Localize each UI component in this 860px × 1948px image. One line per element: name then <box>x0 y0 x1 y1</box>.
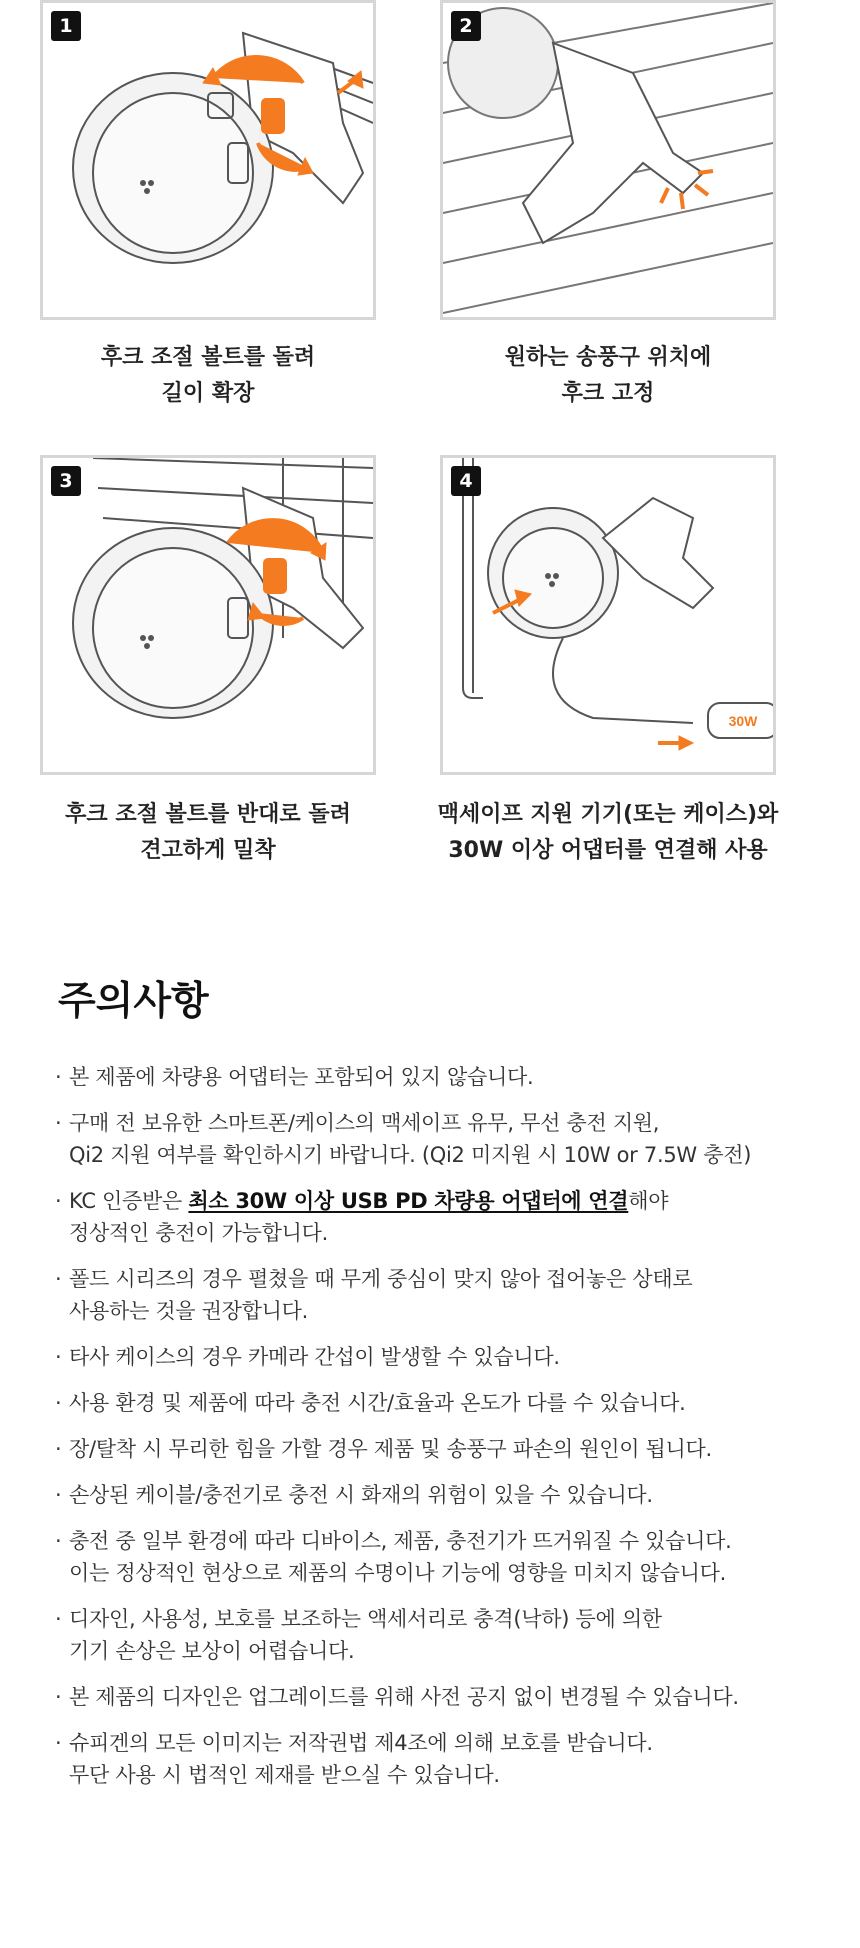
caution-line: · 폴드 시리즈의 경우 펼쳤을 때 무게 중심이 맞지 않아 접어놓은 상태로 <box>69 1267 693 1291</box>
caution-item <box>55 1479 815 1511</box>
caution-item <box>55 1387 815 1419</box>
caption-line: 길이 확장 <box>161 381 255 406</box>
step-1-illustration <box>43 3 373 317</box>
step-number-badge: 4 <box>451 466 481 496</box>
caution-item <box>55 1525 815 1589</box>
caution-item <box>55 1341 815 1373</box>
caution-line: · 장/탈착 시 무리한 힘을 가할 경우 제품 및 송풍구 파손의 원인이 됩니다. <box>69 1437 712 1461</box>
caution-line: · 충전 중 일부 환경에 따라 디바이스, 제품, 충전기가 뜨거워질 수 있습니다. <box>69 1529 732 1553</box>
caption-line: 맥세이프 지원 기기(또는 케이스)와 <box>437 802 779 827</box>
caution-item <box>55 1061 815 1093</box>
caution-line: · 본 제품의 디자인은 업그레이드를 위해 사전 공지 없이 변경될 수 있습니다. <box>69 1685 739 1709</box>
step-number-badge: 2 <box>451 11 481 41</box>
caution-item <box>55 1185 815 1249</box>
caution-line: · 타사 케이스의 경우 카메라 간섭이 발생할 수 있습니다. <box>69 1345 560 1369</box>
caution-item <box>55 1727 815 1791</box>
step-1-caption <box>8 340 408 412</box>
caution-item <box>55 1603 815 1667</box>
caption-line: 후크 조절 볼트를 돌려 <box>100 345 316 370</box>
step-3-illustration <box>43 458 373 772</box>
caution-line: · 슈피겐의 모든 이미지는 저작권법 제4조에 의해 보호를 받습니다. <box>69 1731 653 1755</box>
caution-line: · 사용 환경 및 제품에 따라 충전 시간/효율과 온도가 다를 수 있습니다. <box>69 1391 686 1415</box>
step-4-illustration <box>443 458 773 772</box>
caution-line: Qi2 지원 여부를 확인하시기 바랍니다. (Qi2 미지원 시 10W or 7.5W 충전) <box>69 1143 752 1167</box>
caution-item <box>55 1433 815 1465</box>
caution-line <box>69 1185 815 1217</box>
caption-line: 후크 고정 <box>561 381 655 406</box>
step-number-badge: 3 <box>51 466 81 496</box>
step-number-badge: 1 <box>51 11 81 41</box>
caution-line: 사용하는 것을 권장합니다. <box>69 1299 308 1323</box>
caution-line: · 손상된 케이블/충전기로 충전 시 화재의 위험이 있을 수 있습니다. <box>69 1483 653 1507</box>
caption-line: 원하는 송풍구 위치에 <box>504 345 712 370</box>
caution-line: 이는 정상적인 현상으로 제품의 수명이나 기능에 영향을 미치지 않습니다. <box>69 1561 726 1585</box>
caution-line: · 디자인, 사용성, 보호를 보조하는 액세서리로 충격(낙하) 등에 의한 <box>69 1607 662 1631</box>
step-4-panel <box>440 455 776 775</box>
caption-line: 견고하게 밀착 <box>140 838 276 863</box>
caution-item <box>55 1263 815 1327</box>
caution-line: 정상적인 충전이 가능합니다. <box>69 1221 328 1245</box>
step-3-panel <box>40 455 376 775</box>
caution-line: · 본 제품에 차량용 어댑터는 포함되어 있지 않습니다. <box>69 1065 534 1089</box>
cautions-title: 주의사항 <box>58 979 209 1024</box>
step-4-caption <box>408 797 808 869</box>
caution-line: · 구매 전 보유한 스마트폰/케이스의 맥세이프 유무, 무선 충전 지원, <box>69 1111 660 1135</box>
step-2-panel <box>440 0 776 320</box>
step-1-panel <box>40 0 376 320</box>
caution-item <box>55 1107 815 1171</box>
caption-line: 30W 이상 어댑터를 연결해 사용 <box>448 838 768 863</box>
cautions-list <box>55 1061 815 1805</box>
caution-line: 무단 사용 시 법적인 제재를 받으실 수 있습니다. <box>69 1763 500 1787</box>
step-2-illustration <box>443 3 773 317</box>
adapter-label: 30W <box>728 713 758 729</box>
caution-emphasis: 최소 30W 이상 USB PD 차량용 어댑터에 연결 <box>188 1189 629 1213</box>
caution-text: 해야 <box>628 1189 669 1213</box>
caution-item <box>55 1681 815 1713</box>
step-2-caption <box>408 340 808 412</box>
caution-line: 기기 손상은 보상이 어렵습니다. <box>69 1639 355 1663</box>
step-3-caption <box>8 797 408 869</box>
caption-line: 후크 조절 볼트를 반대로 돌려 <box>65 802 351 827</box>
caution-text: KC 인증받은 <box>69 1189 189 1213</box>
